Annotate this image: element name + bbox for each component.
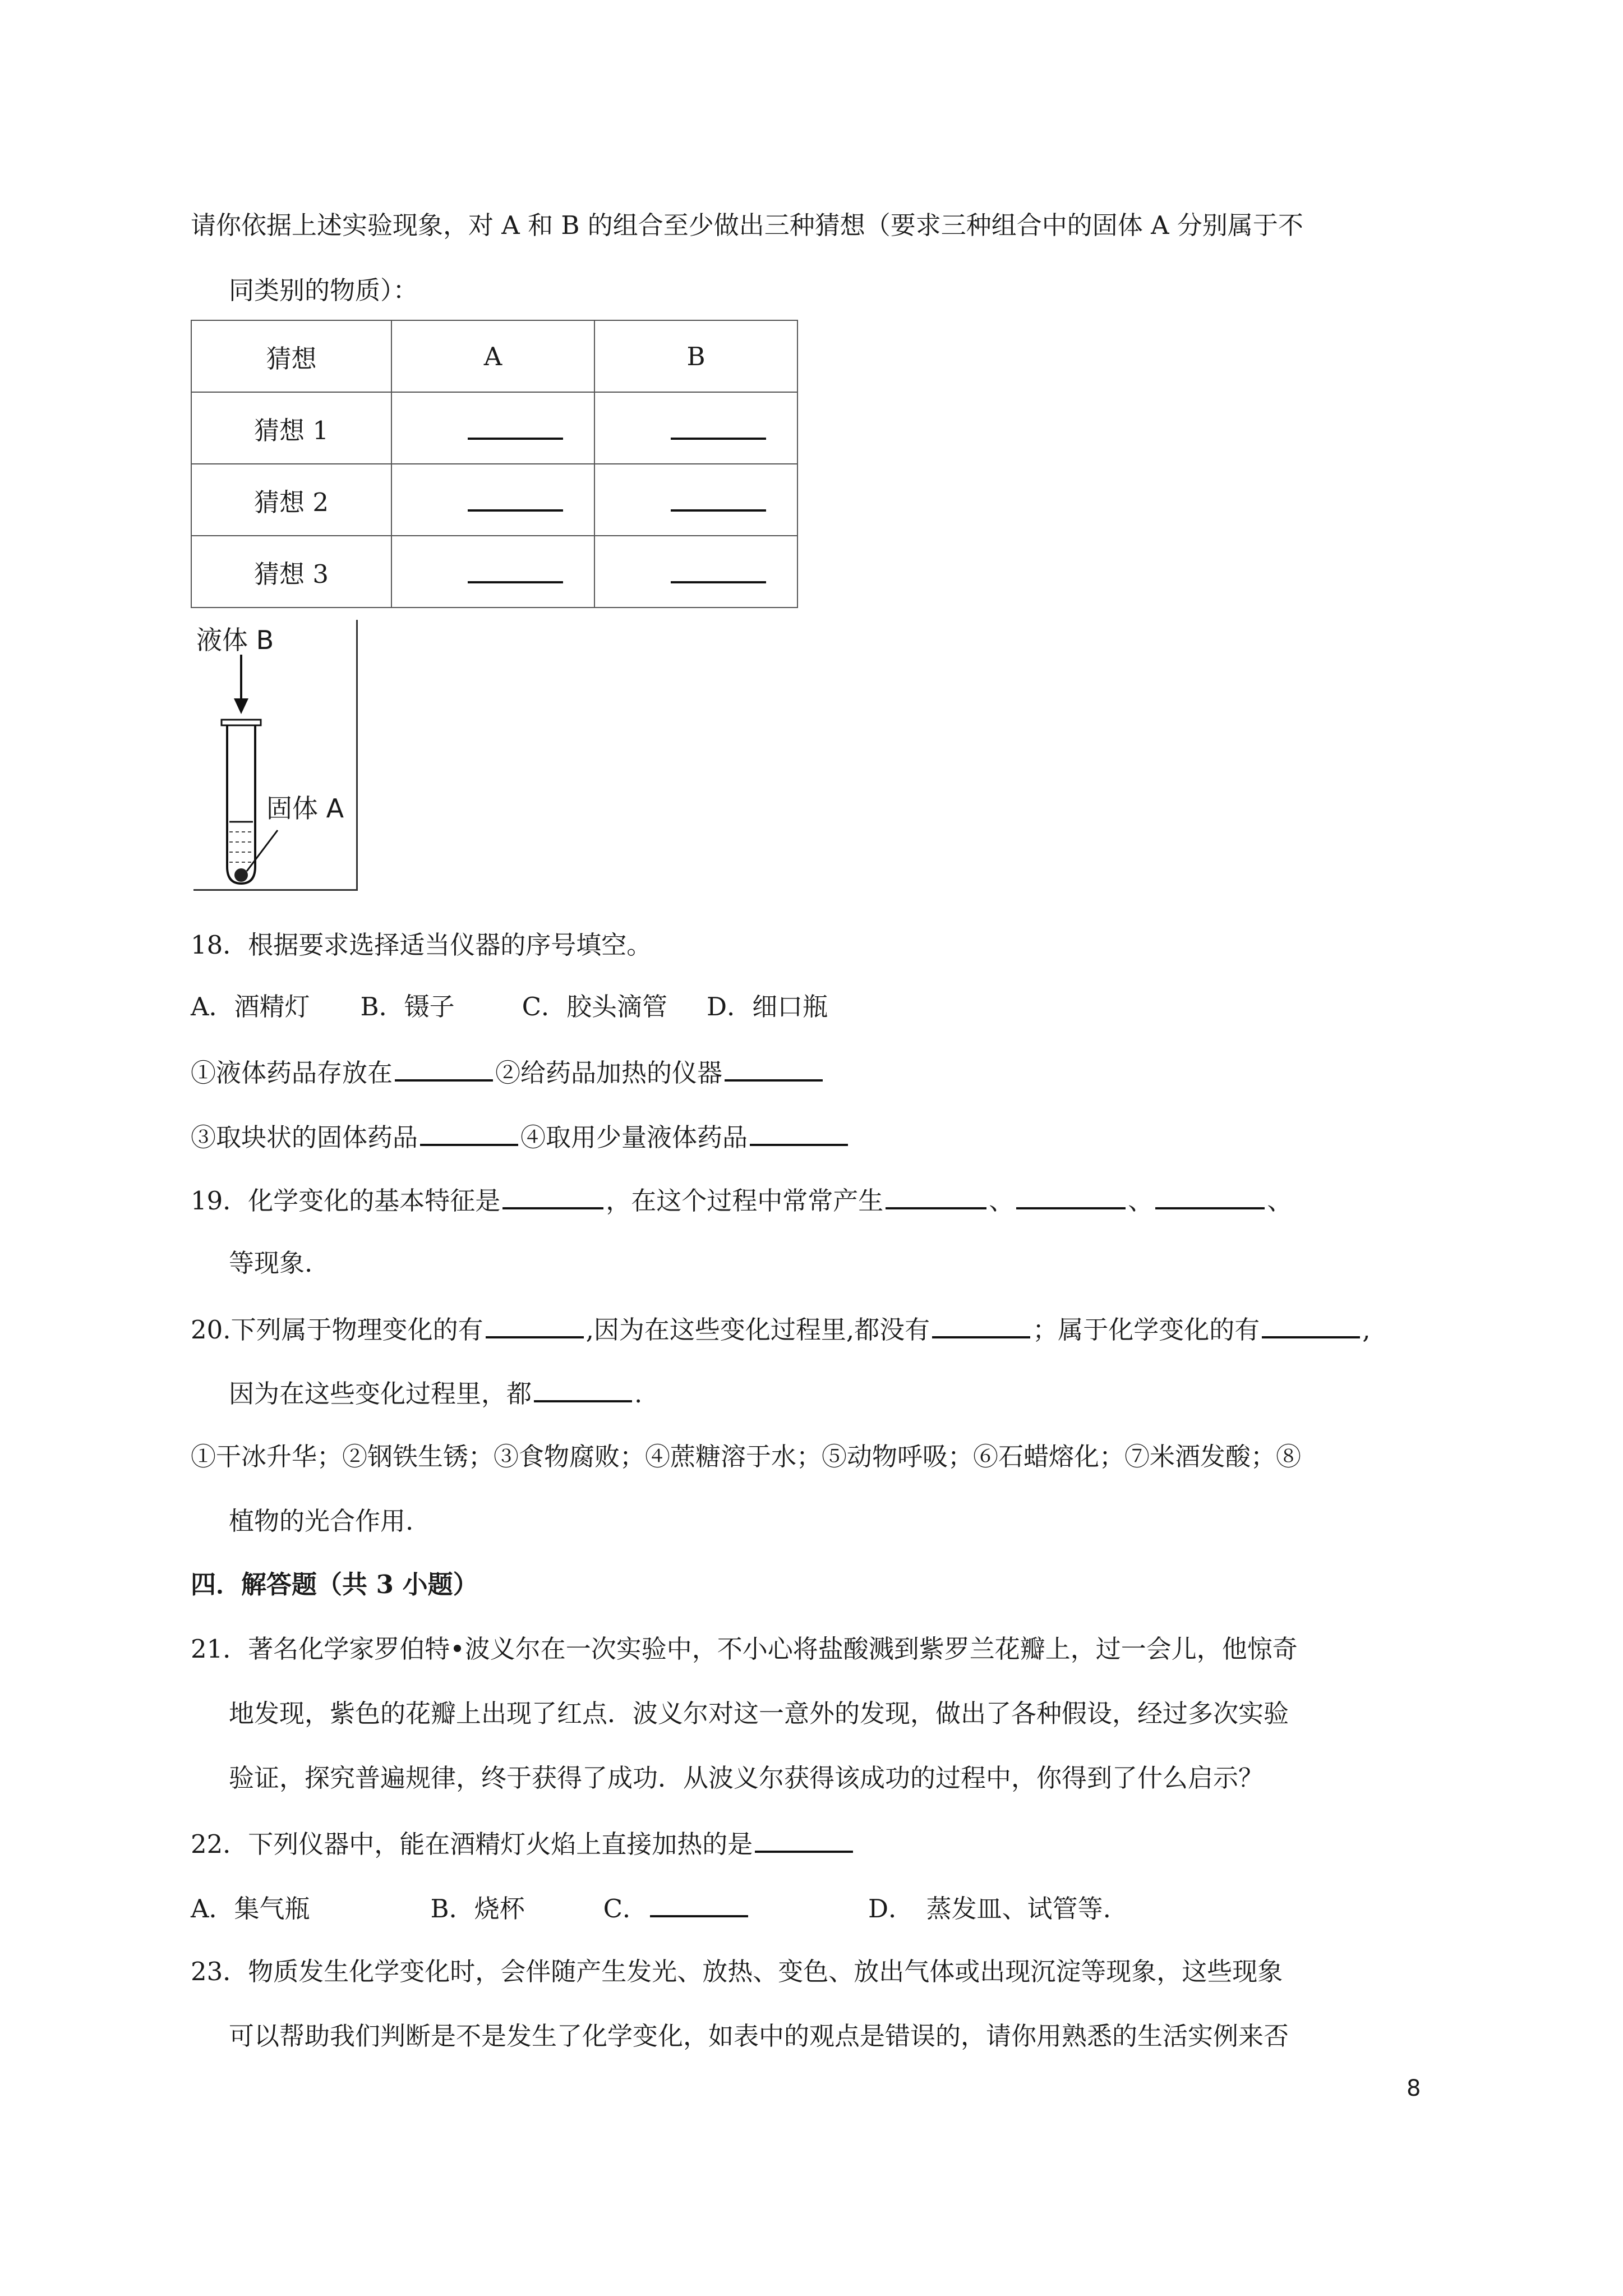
answer-blank[interactable] bbox=[650, 1890, 748, 1917]
intro-line-1: 请你依据上述实验现象，对 A 和 B 的组合至少做出三种猜想（要求三种组合中的固体 A 分别属于不 bbox=[191, 210, 1303, 240]
q21-line-2: 地发现，紫色的花瓣上出现了红点．波义尔对这一意外的发现，做出了各种假设，经过多次实验 bbox=[229, 1699, 1289, 1728]
test-tube-icon bbox=[193, 620, 356, 889]
q18-item-1: ①液体药品存放在 bbox=[191, 1058, 393, 1088]
table-row bbox=[191, 536, 797, 608]
answer-blank[interactable] bbox=[502, 1182, 603, 1209]
q19-text-a: 19．化学变化的基本特征是 bbox=[191, 1186, 501, 1216]
guess-table bbox=[191, 320, 798, 608]
q18-item-3: ③取块状的固体药品 bbox=[191, 1122, 418, 1152]
q20-text-d: , bbox=[1362, 1315, 1371, 1345]
page-number: 8 bbox=[1407, 2076, 1421, 2101]
q18-line-1 bbox=[191, 1055, 825, 1090]
q22-option-d: D． 蒸发皿、试管等. bbox=[868, 1894, 1111, 1924]
q22-option-a: A．集气瓶 bbox=[191, 1894, 310, 1924]
q20-items-line-1: ①干冰升华；②钢铁生锈；③食物腐败；④蔗糖溶于水；⑤动物呼吸；⑥石蜡熔化；⑦米酒发酸；⑧ bbox=[191, 1442, 1302, 1471]
q18-option-c: C．胶头滴管 bbox=[522, 992, 668, 1022]
answer-blank[interactable] bbox=[395, 1055, 493, 1082]
answer-blank-a[interactable] bbox=[391, 464, 594, 536]
q22-stem bbox=[191, 1826, 855, 1861]
q23-line-1: 23．物质发生化学变化时，会伴随产生发光、放热、变色、放出气体或出现沉淀等现象，这些现象 bbox=[191, 1957, 1283, 1986]
answer-blank[interactable] bbox=[534, 1375, 632, 1402]
table-row bbox=[191, 464, 797, 536]
answer-blank-b[interactable] bbox=[594, 464, 797, 536]
q18-item-2: ②给药品加热的仪器 bbox=[495, 1058, 723, 1088]
q21-line-3: 验证，探究普遍规律，终于获得了成功．从波义尔获得该成功的过程中，你得到了什么启示？ bbox=[229, 1763, 1264, 1793]
answer-blank[interactable] bbox=[725, 1055, 823, 1082]
liquid-b-label: 液体 B bbox=[196, 625, 274, 655]
q22-options bbox=[191, 1890, 1111, 1926]
table-row bbox=[191, 392, 797, 464]
answer-blank[interactable] bbox=[750, 1119, 848, 1146]
row-label: 猜想 3 bbox=[191, 536, 391, 608]
q20-line-1 bbox=[191, 1312, 1371, 1347]
q18-option-a: A．酒精灯 bbox=[191, 992, 310, 1022]
test-tube-figure bbox=[193, 620, 358, 891]
q22-option-b: B．烧杯 bbox=[430, 1894, 525, 1924]
q19-line-1 bbox=[191, 1182, 1292, 1218]
q20-text-c: ；属于化学变化的有 bbox=[1032, 1315, 1260, 1345]
answer-blank[interactable] bbox=[1262, 1312, 1360, 1338]
answer-blank[interactable] bbox=[755, 1826, 853, 1853]
answer-blank[interactable] bbox=[486, 1312, 584, 1338]
answer-blank-b[interactable] bbox=[594, 536, 797, 608]
table-header-cell: A bbox=[391, 320, 594, 392]
q19-separator: 、 bbox=[989, 1186, 1015, 1216]
q20-text-b: ,因为在这些变化过程里,都没有 bbox=[585, 1315, 930, 1345]
q19-separator: 、 bbox=[1267, 1186, 1293, 1216]
answer-blank[interactable] bbox=[1016, 1182, 1126, 1209]
answer-blank[interactable] bbox=[1155, 1182, 1265, 1209]
row-label: 猜想 1 bbox=[191, 392, 391, 464]
q23-line-2: 可以帮助我们判断是不是发生了化学变化，如表中的观点是错误的，请你用熟悉的生活实例来否 bbox=[229, 2021, 1289, 2051]
q19-text-b: ，在这个过程中常常产生 bbox=[606, 1186, 884, 1216]
intro-line-2: 同类别的物质）： bbox=[229, 275, 418, 305]
answer-blank-b[interactable] bbox=[594, 392, 797, 464]
answer-blank[interactable] bbox=[420, 1119, 518, 1146]
q18-line-2 bbox=[191, 1119, 850, 1154]
table-header-cell: 猜想 bbox=[191, 320, 391, 392]
q20-text-a: 20.下列属于物理变化的有 bbox=[191, 1315, 483, 1345]
q19-line-2: 等现象. bbox=[229, 1248, 313, 1278]
solid-a-label: 固体 A bbox=[266, 793, 344, 823]
q18-option-d: D．细口瓶 bbox=[707, 992, 828, 1022]
q18-options bbox=[191, 990, 828, 1024]
table-header-row bbox=[191, 320, 797, 392]
q20-text-f: . bbox=[634, 1379, 643, 1409]
q18-stem: 18．根据要求选择适当仪器的序号填空。 bbox=[191, 930, 652, 960]
q19-separator: 、 bbox=[1128, 1186, 1154, 1216]
q18-option-b: B．镊子 bbox=[360, 992, 455, 1022]
q18-item-4: ④取用少量液体药品 bbox=[520, 1122, 748, 1152]
answer-blank-a[interactable] bbox=[391, 392, 594, 464]
q20-items-line-2: 植物的光合作用. bbox=[229, 1506, 414, 1536]
q20-text-e: 因为在这些变化过程里，都 bbox=[229, 1379, 532, 1409]
q22-option-c: C． bbox=[603, 1894, 648, 1924]
answer-blank-a[interactable] bbox=[391, 536, 594, 608]
q20-line-2 bbox=[229, 1375, 642, 1411]
q22-stem-text: 22．下列仪器中，能在酒精灯火焰上直接加热的是 bbox=[191, 1829, 753, 1859]
section-4-title: 四．解答题（共 3 小题） bbox=[191, 1570, 478, 1599]
row-label: 猜想 2 bbox=[191, 464, 391, 536]
q21-line-1: 21．著名化学家罗伯特•波义尔在一次实验中，不小心将盐酸溅到紫罗兰花瓣上，过一会儿，他惊奇 bbox=[191, 1634, 1298, 1664]
answer-blank[interactable] bbox=[932, 1312, 1030, 1338]
table-header-cell: B bbox=[594, 320, 797, 392]
answer-blank[interactable] bbox=[886, 1182, 986, 1209]
